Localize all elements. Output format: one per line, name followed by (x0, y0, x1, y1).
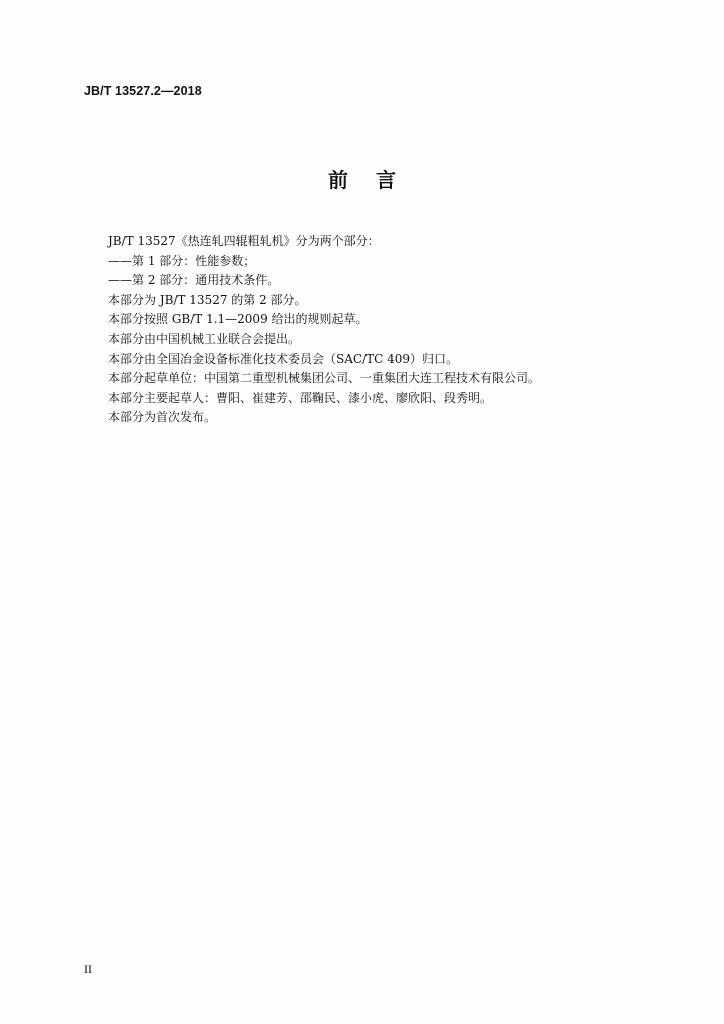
paragraph-line: 本部分起草单位：中国第二重型机械集团公司、一重集团大连工程技术有限公司。 (108, 371, 541, 386)
foreword-body (108, 232, 668, 428)
paragraph-line: ——第 2 部分：通用技术条件。 (108, 273, 280, 288)
page-number: II (84, 962, 92, 976)
paragraph-line: 本部分为首次发布。 (108, 410, 217, 425)
paragraph-line: 本部分为 JB/T 13527 的第 2 部分。 (108, 292, 307, 307)
paragraph-line: JB/T 13527《热连轧四辊粗轧机》分为两个部分： (108, 234, 380, 248)
paragraph-line: 本部分主要起草人：曹阳、崔建芳、邵鞠民、漆小虎、廖欣阳、段秀明。 (108, 390, 493, 405)
page-title: 前言 (328, 168, 424, 192)
paragraph-line: 本部分按照 GB/T 1.1—2009 给出的规则起草。 (108, 312, 368, 327)
standard-code: JB/T 13527.2—2018 (84, 84, 202, 98)
paragraph-line: 本部分由全国冶金设备标准化技术委员会（SAC/TC 409）归口。 (108, 351, 459, 366)
paragraph-line: ——第 1 部分：性能参数； (108, 253, 256, 268)
paragraph-line: 本部分由中国机械工业联合会提出。 (108, 331, 301, 346)
